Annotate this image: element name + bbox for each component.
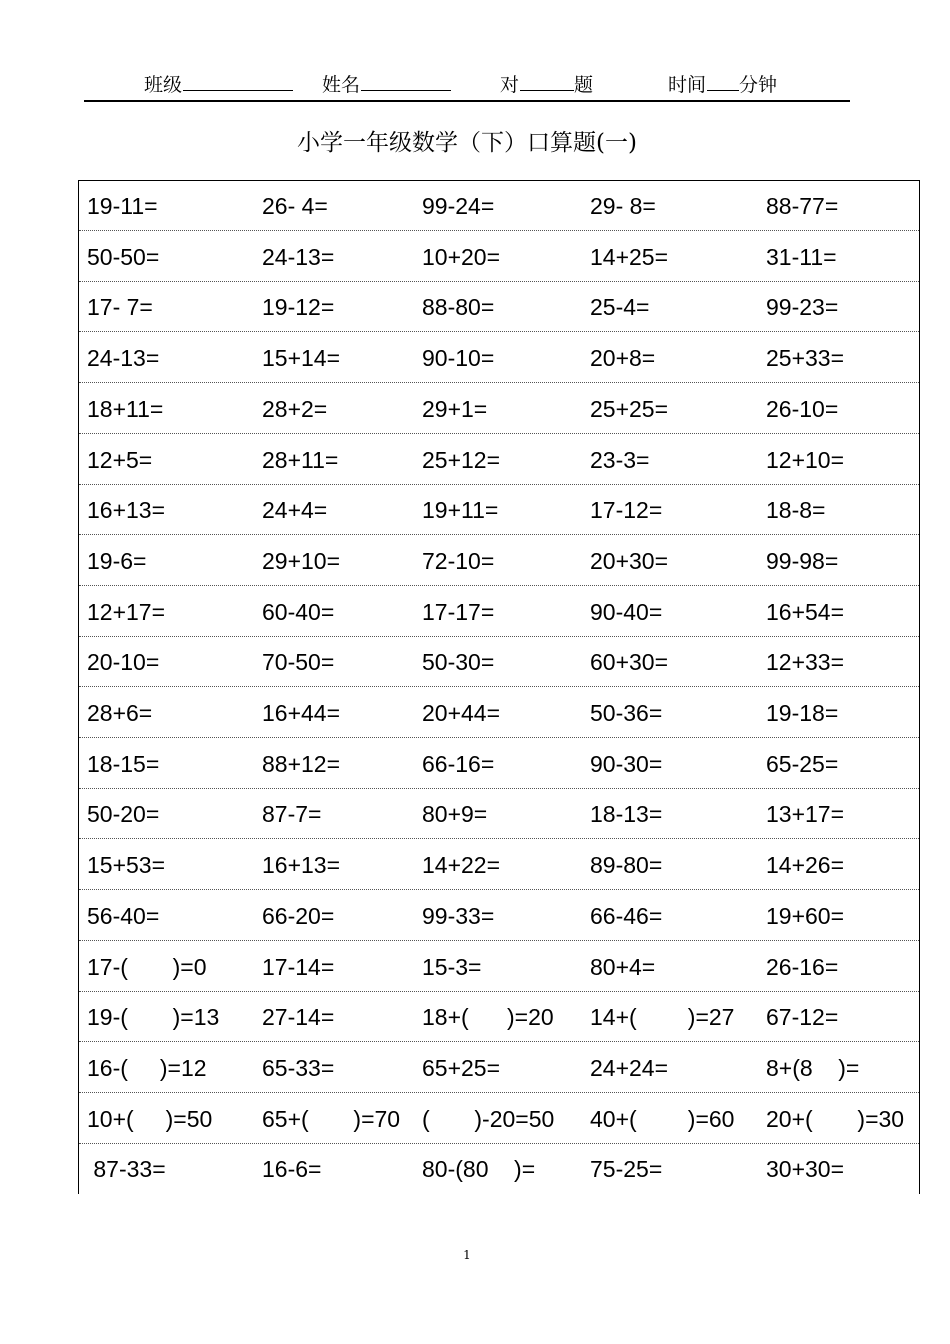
math-problem[interactable]: 25+33= (766, 345, 845, 372)
math-problem[interactable]: 18-8= (766, 497, 826, 524)
math-problem[interactable]: 23-3= (590, 446, 650, 473)
math-problem[interactable]: 18+11= (87, 395, 164, 422)
math-problem[interactable]: 50-50= (87, 243, 160, 270)
class-blank[interactable] (183, 72, 293, 91)
problem-row (79, 1144, 919, 1194)
math-problem[interactable]: 26-10= (766, 395, 839, 422)
math-problem[interactable]: 25+12= (422, 446, 501, 473)
math-problem[interactable]: 75-25= (590, 1156, 663, 1183)
correct-blank[interactable] (520, 72, 574, 91)
name-field (322, 70, 451, 97)
math-problem[interactable]: 19+60= (766, 902, 845, 929)
problem-row (79, 688, 919, 738)
math-problem[interactable]: 66-16= (422, 750, 495, 777)
math-problem[interactable]: 24-13= (87, 345, 160, 372)
math-problem[interactable]: 28+11= (262, 446, 339, 473)
math-problem[interactable]: 29- 8= (590, 193, 656, 219)
math-problem[interactable]: 99-24= (422, 193, 495, 219)
math-problem[interactable]: 29+10= (262, 547, 341, 574)
math-problem[interactable]: 50-20= (87, 801, 160, 828)
math-problem[interactable]: 17- 7= (87, 294, 153, 321)
math-problem[interactable]: 18-13= (590, 801, 663, 828)
problem-row (79, 485, 919, 535)
math-problem[interactable]: 80-(80 )= (422, 1156, 536, 1183)
math-problem[interactable]: 14+22= (422, 852, 501, 879)
math-problem[interactable]: 14+25= (590, 243, 669, 270)
math-problem[interactable]: 65-33= (262, 1054, 335, 1081)
math-problem[interactable]: 27-14= (262, 1004, 335, 1031)
math-problem[interactable]: 24+4= (262, 497, 328, 524)
worksheet-title: 小学一年级数学（下）口算题(一) (297, 130, 637, 156)
math-problem[interactable]: 16+13= (87, 497, 166, 524)
time-blank[interactable] (707, 72, 739, 91)
math-problem[interactable]: 20+44= (422, 700, 501, 726)
math-problem[interactable]: 88-77= (766, 193, 839, 219)
problem-row (79, 232, 919, 282)
math-problem[interactable]: 30+30= (766, 1156, 845, 1183)
math-problem[interactable]: 65+( )=70 (262, 1105, 401, 1132)
problem-row (79, 384, 919, 434)
math-problem[interactable]: 17-14= (262, 953, 335, 980)
math-problem[interactable]: 66-46= (590, 902, 663, 929)
math-problem[interactable]: 90-40= (590, 598, 663, 625)
math-problem[interactable]: 19-18= (766, 700, 839, 726)
problem-row (79, 891, 919, 941)
math-problem[interactable]: 19-( )=13 (87, 1004, 220, 1031)
class-label: 班级 (144, 74, 183, 96)
time-label: 时间 (668, 74, 707, 96)
math-problem[interactable]: 17-12= (590, 497, 663, 524)
math-problem[interactable]: 80+4= (590, 953, 656, 980)
problem-row (79, 942, 919, 992)
math-problem[interactable]: 8+(8 )= (766, 1054, 860, 1081)
math-problem[interactable]: ( )-20=50 (422, 1105, 555, 1132)
math-problem[interactable]: 26- 4= (262, 193, 328, 219)
math-problem[interactable]: 60-40= (262, 598, 335, 625)
time-field (668, 70, 777, 97)
math-problem[interactable]: 50-30= (422, 649, 495, 676)
name-blank[interactable] (361, 72, 451, 91)
math-problem[interactable]: 40+( )=60 (590, 1105, 735, 1132)
math-problem[interactable]: 24+24= (590, 1054, 669, 1081)
minute-label: 分钟 (739, 74, 778, 96)
math-problem[interactable]: 18+( )=20 (422, 1004, 554, 1031)
math-problem[interactable]: 12+10= (766, 446, 845, 473)
math-problem[interactable]: 19-12= (262, 294, 335, 321)
math-problem[interactable]: 14+( )=27 (590, 1004, 735, 1031)
question-label: 题 (574, 74, 594, 96)
math-problem[interactable]: 26-16= (766, 953, 839, 980)
math-problem[interactable]: 19+11= (422, 497, 499, 524)
problem-row (79, 181, 919, 231)
class-field (144, 70, 293, 97)
math-problem[interactable]: 15-3= (422, 953, 482, 980)
math-problem[interactable]: 29+1= (422, 395, 488, 422)
math-problem[interactable]: 80+9= (422, 801, 488, 828)
math-problem[interactable]: 12+5= (87, 446, 153, 473)
math-problem[interactable]: 99-23= (766, 294, 839, 321)
math-problem[interactable]: 15+53= (87, 852, 166, 879)
math-problem[interactable]: 88-80= (422, 294, 495, 321)
math-problem[interactable]: 16-( )=12 (87, 1054, 207, 1081)
math-problem[interactable]: 67-12= (766, 1004, 839, 1031)
correct-label: 对 (500, 74, 520, 96)
math-problem[interactable]: 10+20= (422, 243, 501, 270)
math-problem[interactable]: 19-6= (87, 547, 147, 574)
problem-row (79, 739, 919, 789)
math-problem[interactable]: 87-7= (262, 801, 322, 828)
math-problem[interactable]: 88+12= (262, 750, 341, 777)
problem-row (79, 637, 919, 687)
math-problem[interactable]: 31-11= (766, 243, 837, 270)
math-problem[interactable]: 16-6= (262, 1156, 322, 1183)
problem-row (79, 789, 919, 839)
problem-row (79, 1094, 919, 1144)
math-problem[interactable]: 16+13= (262, 852, 341, 879)
math-problem[interactable]: 50-36= (590, 700, 663, 726)
name-label: 姓名 (322, 74, 361, 96)
math-problem[interactable]: 18-15= (87, 750, 160, 777)
problem-row (79, 840, 919, 890)
math-problem[interactable]: 28+6= (87, 700, 153, 726)
math-problem[interactable]: 12+33= (766, 649, 845, 676)
math-problem[interactable]: 65-25= (766, 750, 839, 777)
math-problem[interactable]: 15+14= (262, 345, 341, 372)
math-problem[interactable]: 20-10= (87, 649, 160, 676)
math-problem[interactable]: 90-10= (422, 345, 495, 372)
page-number: 1 (463, 1248, 471, 1262)
math-problem[interactable]: 24-13= (262, 243, 335, 270)
math-problem[interactable]: 70-50= (262, 649, 335, 676)
math-problem[interactable]: 65+25= (422, 1054, 501, 1081)
math-problem[interactable]: 89-80= (590, 852, 663, 879)
math-problem[interactable]: 19-11= (87, 193, 158, 219)
math-problem[interactable]: 12+17= (87, 598, 166, 625)
math-problem[interactable]: 28+2= (262, 395, 328, 422)
problem-row (79, 992, 919, 1042)
math-problem[interactable]: 20+8= (590, 345, 656, 372)
math-problem[interactable]: 13+17= (766, 801, 845, 828)
problem-row (79, 536, 919, 586)
math-problem[interactable]: 99-33= (422, 902, 495, 929)
worksheet-header (84, 64, 850, 102)
math-problem[interactable]: 60+30= (590, 649, 669, 676)
problem-row (79, 282, 919, 332)
problem-grid (78, 180, 920, 1194)
math-problem[interactable]: 66-20= (262, 902, 335, 929)
math-problem[interactable]: 25-4= (590, 294, 650, 321)
math-problem[interactable]: 20+( )=30 (766, 1105, 905, 1132)
math-problem[interactable]: 56-40= (87, 902, 160, 929)
math-problem[interactable]: 17-( )=0 (87, 953, 207, 980)
math-problem[interactable]: 17-17= (422, 598, 495, 625)
math-problem[interactable]: 20+30= (590, 547, 669, 574)
math-problem[interactable]: 14+26= (766, 852, 845, 879)
math-problem[interactable]: 25+25= (590, 395, 669, 422)
problem-row (79, 1043, 919, 1093)
math-problem[interactable]: 90-30= (590, 750, 663, 777)
math-problem[interactable]: 10+( )=50 (87, 1105, 213, 1132)
problem-row (79, 587, 919, 637)
math-problem[interactable]: 87-33= (87, 1156, 166, 1183)
problem-row (79, 333, 919, 383)
math-problem[interactable]: 16+54= (766, 598, 845, 625)
math-problem[interactable]: 72-10= (422, 547, 495, 574)
math-problem[interactable]: 99-98= (766, 547, 839, 574)
correct-field (500, 70, 593, 97)
math-problem[interactable]: 16+44= (262, 700, 341, 726)
problem-row (79, 435, 919, 485)
